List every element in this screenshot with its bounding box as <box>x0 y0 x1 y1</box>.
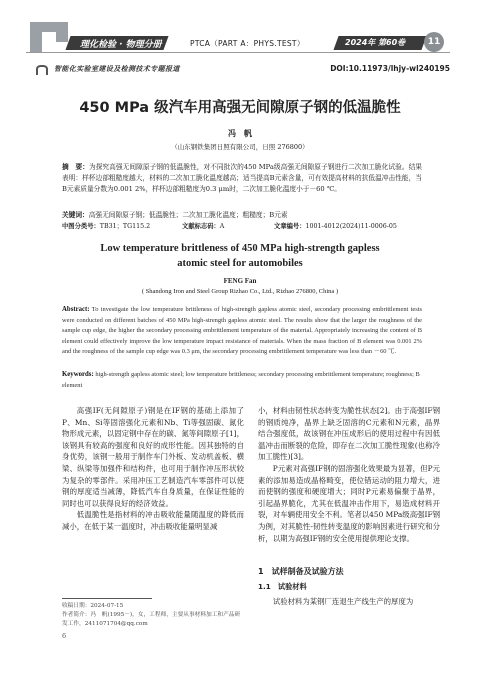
issue-label: 2024年 第60卷 <box>345 38 406 47</box>
title-en-line1: Low temperature brittleness of 450 MPa high-strength gapless <box>100 243 380 254</box>
doc-code-label: 文献标志码： <box>182 223 220 230</box>
received-date: 收稿日期：2024-07-15 <box>62 603 124 609</box>
clc-value: TB31；TG115.2 <box>99 223 151 230</box>
abstract-text-en: To investigate the low temperature brittleness of high-strength gapless atomic steel, secondary processing embrittlement tests were conducted on different batches of 450 MPa high-strength gapless atomic steel. The results show that the larger the roughness of the sample cup edge, the higher the secondary processing embrittlement temperature of the material. Appropriately increasing the content of B element could effectively improve the low temperature impact resistance of materials. When the mass fraction of B element was 0.001 2% and the roughness of the sample cup edge was 0.3 μm, the secondary processing embrittlement temperature was less than －60 ℃. <box>62 306 422 355</box>
abstract-cn <box>62 162 422 195</box>
header-divider <box>26 52 450 53</box>
body-column-right <box>258 405 440 544</box>
special-report-title: 智能化实验室建设及检测技术专题报道 <box>54 65 180 73</box>
keywords-cn <box>62 210 422 221</box>
abstract-label-cn: 摘 要： <box>62 163 89 171</box>
keywords-en <box>62 370 422 391</box>
article-title-cn: 450 MPa 级汽车用高强无间隙原子钢的低温脆性 <box>79 100 401 116</box>
author-cn: 冯 帆 <box>228 129 252 138</box>
article-title-en <box>0 241 480 271</box>
doi: DOI:10.11973/lhjy-wl240195 <box>330 64 450 73</box>
body-paragraph: 小，材料由韧性状态转变为脆性状态[2]。由于高强IF钢的钢质纯净，晶界上缺乏固溶的C元素和N元素，晶界结合强度低，故该钢在冲压成形后的使用过程中有因低温冲击而断裂的危险，即存在二次加工脆性现象(也称冷加工脆性)[3]。 <box>258 406 440 462</box>
keywords-label-en: Keywords: <box>62 371 94 378</box>
page-badge: 11 <box>424 32 444 52</box>
classification-row <box>62 222 422 232</box>
article-no-label: 文章编号： <box>274 223 306 230</box>
section-label: 理化检验 · 物理分册 <box>80 40 162 50</box>
footnote-divider <box>62 598 152 599</box>
keywords-label-cn: 关键词： <box>62 211 89 219</box>
clc-label: 中图分类号： <box>62 223 100 230</box>
footnote <box>62 602 244 629</box>
author-bio: 作者简介：冯 帆(1995－)，女，工程师，主要从事材料加工和产品研发工作，2411071704@qq.com <box>62 612 241 627</box>
page-number: 6 <box>62 632 67 640</box>
body-paragraph: P元素对高强IF钢的固溶强化效果最为显著，但P元素的添加易造成晶格畸变，使位错运动的阻力增大，进而使钢的强度和硬度增大；同时P元素易偏聚于晶界，引起晶界脆化，尤其在低温冲击作用下，易造成材料开裂，对车辆使用安全不利。笔者以450 MPa级高强IF钢为例，对其脆性-韧性转变温度的影响因素进行研究和分析，以期为高强IF钢的安全使用提供理论支撑。 <box>258 463 440 543</box>
body-column-left <box>62 405 244 533</box>
doc-code-value: A <box>219 223 225 230</box>
body-paragraph: 试验材料为某钢厂连退生产线生产的厚度为 <box>272 597 414 606</box>
author-en: FENG Fan <box>223 277 257 285</box>
affiliation-en: ( Shandong Iron and Steel Group Rizhao Co., Ltd., Rizhao 276800, China ) <box>141 288 339 295</box>
article-no-value: 1001-4012(2024)11-0006-05 <box>305 223 397 230</box>
keywords-text-cn: 高强无间隙原子钢；低温脆性；二次加工脆化温度；粗糙度；B元素 <box>88 211 288 219</box>
body-paragraph: 高强IF(无间隙原子)钢是在IF钢的基础上添加了P、Mn、Si等固溶强化元素和Nb、Ti等强固碳、氮化物形成元素，以固定钢中存在的碳、氮等间隙原子[1]，该钢具有较高的强度和良好的成形性能。因其独特的自身优势，该钢一般用于制作车门外板、发动机盖板、横梁、纵梁等加强件和结构件，也可用于制作冲压形状较为复杂的零部件。采用冲压工艺制造汽车零部件可以使钢的厚度适当减薄，降低汽车自身质量，在保证性能的同时也可以获得良好的经济效益。 <box>62 406 244 508</box>
affiliation-cn: （山东钢铁集团日照有限公司，日照 276800） <box>171 143 309 151</box>
body-paragraph: 低温脆性是指材料的冲击吸收能量随温度的降低而减小，在低于某一温度时，冲击吸收能量明显减 <box>62 510 244 531</box>
title-en-line2: atomic steel for automobiles <box>177 258 303 269</box>
section-heading: 1 试样制备及试验方法 <box>258 567 344 576</box>
abstract-en <box>62 305 422 358</box>
keywords-text-en: high-strength gapless atomic steel; low temperature brittleness; secondary processing embrittlement temperature; roughness; B element <box>62 371 420 389</box>
special-report-row <box>26 64 450 78</box>
subsection-heading: 1.1 试验材料 <box>258 582 307 591</box>
abstract-text-cn: 为探究高强无间隙原子钢的低温脆性，对不同批次的450 MPa级高强无间隙原子钢进行二次加工脆化试验。结果表明：样杯边部粗糙度越大，材料的二次加工脆化温度越高；适当提高B元素含量，可有效提高材料的抗低温冲击性能，当B元素质量分数为0.001 2%，样杯边部粗糙度为0.3 μm时，二次加工脆化温度小于－60 ℃。 <box>62 163 423 193</box>
abstract-label-en: Abstract: <box>62 306 90 313</box>
journal-name: PTCA（PART A：PHYS.TEST） <box>190 39 305 48</box>
lab-icon <box>36 65 48 75</box>
